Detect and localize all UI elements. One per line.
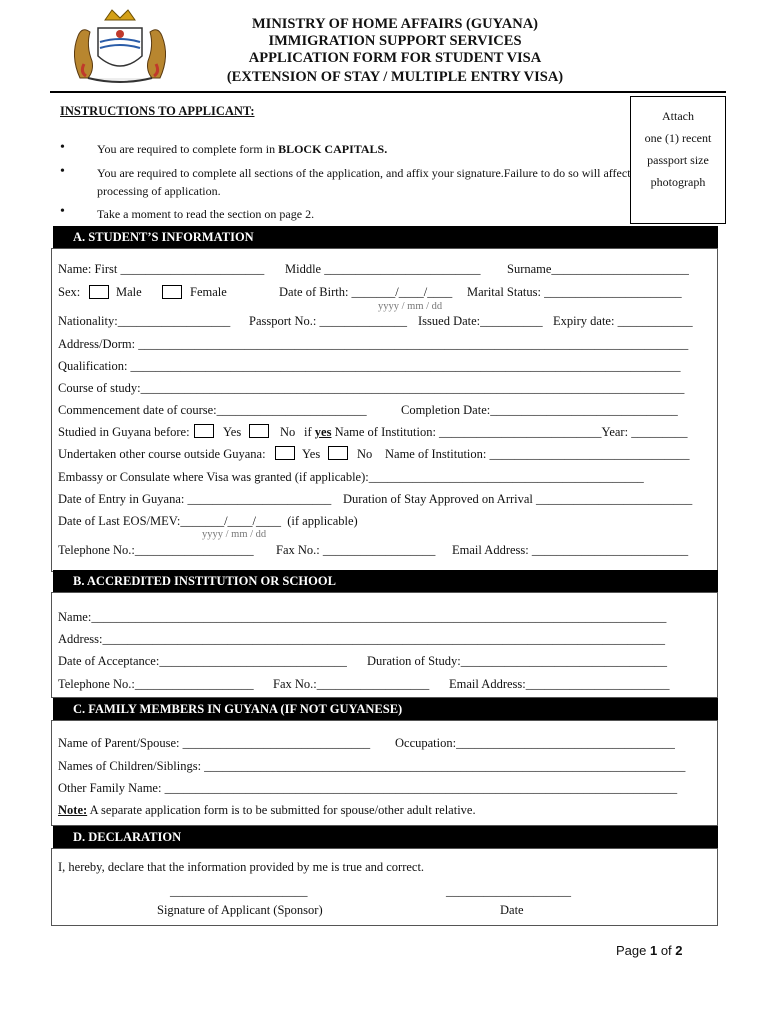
address-dorm-field[interactable]: Address/Dorm: ________________________________________________________________________________________ [58,337,689,351]
page-of: of [657,943,676,958]
issued-date-field[interactable]: Issued Date:__________ [418,314,543,328]
course-of-study-field[interactable]: Course of study:_______________________________________________________________________________________ [58,381,685,395]
studied-yes-label: Yes [223,425,242,439]
children-siblings-field[interactable]: Names of Children/Siblings: _____________________________________________________________________________ [58,759,686,773]
section-a-header: A. STUDENT’S INFORMATION [53,226,718,248]
institution-address-field[interactable]: Address:__________________________________________________________________________________________ [58,632,665,646]
studied-no-label: No [280,425,296,439]
male-checkbox[interactable] [89,285,109,299]
institution-1-text: Name of Institution: __________________________Year: _________ [331,425,688,439]
section-d-header: D. DECLARATION [53,826,718,848]
expiry-date-field[interactable]: Expiry date: ____________ [553,314,693,328]
undertaken-yes-label: Yes [302,447,321,461]
telephone-field[interactable]: Telephone No.:___________________ [58,543,254,557]
header-rule [50,91,726,93]
institution-name-field[interactable]: Name:____________________________________________________________________________________________ [58,610,667,624]
service-title: IMMIGRATION SUPPORT SERVICES [268,33,522,49]
duration-of-stay-field[interactable]: Duration of Stay Approved on Arrival _________________________ [343,492,693,506]
surname-field[interactable]: Surname______________________ [507,262,689,276]
name-first-field[interactable]: Name: First _______________________ [58,262,265,276]
date-of-acceptance-field[interactable]: Date of Acceptance:______________________________ [58,654,347,668]
instruction-1 [97,140,632,158]
studied-before-label: Studied in Guyana before: [58,425,190,439]
section-b-header: B. ACCREDITED INSTITUTION OR SCHOOL [53,570,718,592]
declaration-text: I, hereby, declare that the information provided by me is true and correct. [58,860,425,874]
female-label: Female [190,285,227,299]
duration-of-study-field[interactable]: Duration of Study:_________________________________ [367,654,667,668]
other-family-field[interactable]: Other Family Name: __________________________________________________________________________________ [58,781,678,795]
institution-fax-field[interactable]: Fax No.:__________________ [273,677,430,691]
date-label: Date [500,903,524,917]
if-yes-emphasis: yes [314,425,332,439]
parent-spouse-field[interactable]: Name of Parent/Spouse: ______________________________ [58,736,371,750]
institution-telephone-field[interactable]: Telephone No.:___________________ [58,677,254,691]
male-label: Male [116,285,142,299]
date-of-birth-field[interactable]: Date of Birth: _______/____/____ [279,285,453,299]
occupation-field[interactable]: Occupation:___________________________________ [395,736,675,750]
if-yes-prefix: if [304,425,315,439]
page-number [616,943,683,958]
completion-date-field[interactable]: Completion Date:______________________________ [401,403,678,417]
bullet-icon: • [60,140,65,155]
photo-text-4: photograph [650,175,706,189]
signature-line[interactable]: ______________________ [170,884,308,898]
sex-label: Sex: [58,285,81,299]
instruction-1-text: You are required to complete form in [97,142,279,156]
eos-format-hint: yyyy / mm / dd [202,529,267,540]
instructions-title: INSTRUCTIONS TO APPLICANT: [60,104,255,118]
section-c-header: C. FAMILY MEMBERS IN GUYANA (IF NOT GUYANESE) [53,698,718,720]
embassy-field[interactable]: Embassy or Consulate where Visa was granted (if applicable):____________________________________________ [58,470,644,484]
undertaken-no-label: No [357,447,373,461]
date-line[interactable]: ____________________ [446,884,571,898]
form-subtitle: (EXTENSION OF STAY / MULTIPLE ENTRY VISA) [226,69,564,85]
name-middle-field[interactable]: Middle _________________________ [285,262,481,276]
bullet-icon: • [60,164,65,179]
qualification-field[interactable]: Qualification: ________________________________________________________________________________________ [58,359,681,373]
page-current: 1 [649,943,658,958]
photo-text-2: one (1) recent [644,131,712,145]
studied-yes-checkbox[interactable] [194,424,214,438]
institution-email-field[interactable]: Email Address:_______________________ [449,677,670,691]
ministry-title: MINISTRY OF HOME AFFAIRS (GUYANA) [251,16,538,32]
instruction-2: You are required to complete all sections of the application, and affix your signature.Failure to do so will affect processing of application. [97,166,631,198]
marital-status-field[interactable]: Marital Status: ______________________ [467,285,682,299]
undertaken-no-checkbox[interactable] [328,446,348,460]
undertaken-course-label: Undertaken other course outside Guyana: [58,447,266,461]
signature-label: Signature of Applicant (Sponsor) [157,903,323,917]
page-prefix: Page [616,943,650,958]
last-eos-field[interactable]: Date of Last EOS/MEV:_______/____/____ (if applicable) [58,514,358,528]
commencement-date-field[interactable]: Commencement date of course:________________________ [58,403,367,417]
fax-field[interactable]: Fax No.: __________________ [276,543,436,557]
photo-text-3: passport size [647,153,709,167]
photo-box[interactable] [630,96,726,224]
instruction-3: Take a moment to read the section on page 2. [97,207,315,221]
page-total: 2 [675,943,683,958]
photo-text-1: Attach [662,109,694,123]
institution-2-field[interactable]: Name of Institution: ________________________________ [385,447,690,461]
undertaken-yes-checkbox[interactable] [275,446,295,460]
bullet-icon: • [60,204,65,219]
note-text: A separate application form is to be submitted for spouse/other adult relative. [87,803,476,817]
family-note [58,803,476,818]
form-title: APPLICATION FORM FOR STUDENT VISA [248,50,542,66]
passport-no-field[interactable]: Passport No.: ______________ [249,314,407,328]
dob-format-hint: yyyy / mm / dd [378,301,443,312]
institution-year-field[interactable] [304,425,687,440]
date-of-entry-field[interactable]: Date of Entry in Guyana: _______________________ [58,492,332,506]
email-field[interactable]: Email Address: _________________________ [452,543,689,557]
female-checkbox[interactable] [162,285,182,299]
note-label: Note: [58,803,88,817]
nationality-field[interactable]: Nationality:__________________ [58,314,231,328]
studied-no-checkbox[interactable] [249,424,269,438]
instruction-1-bold: BLOCK CAPITALS. [278,142,388,156]
